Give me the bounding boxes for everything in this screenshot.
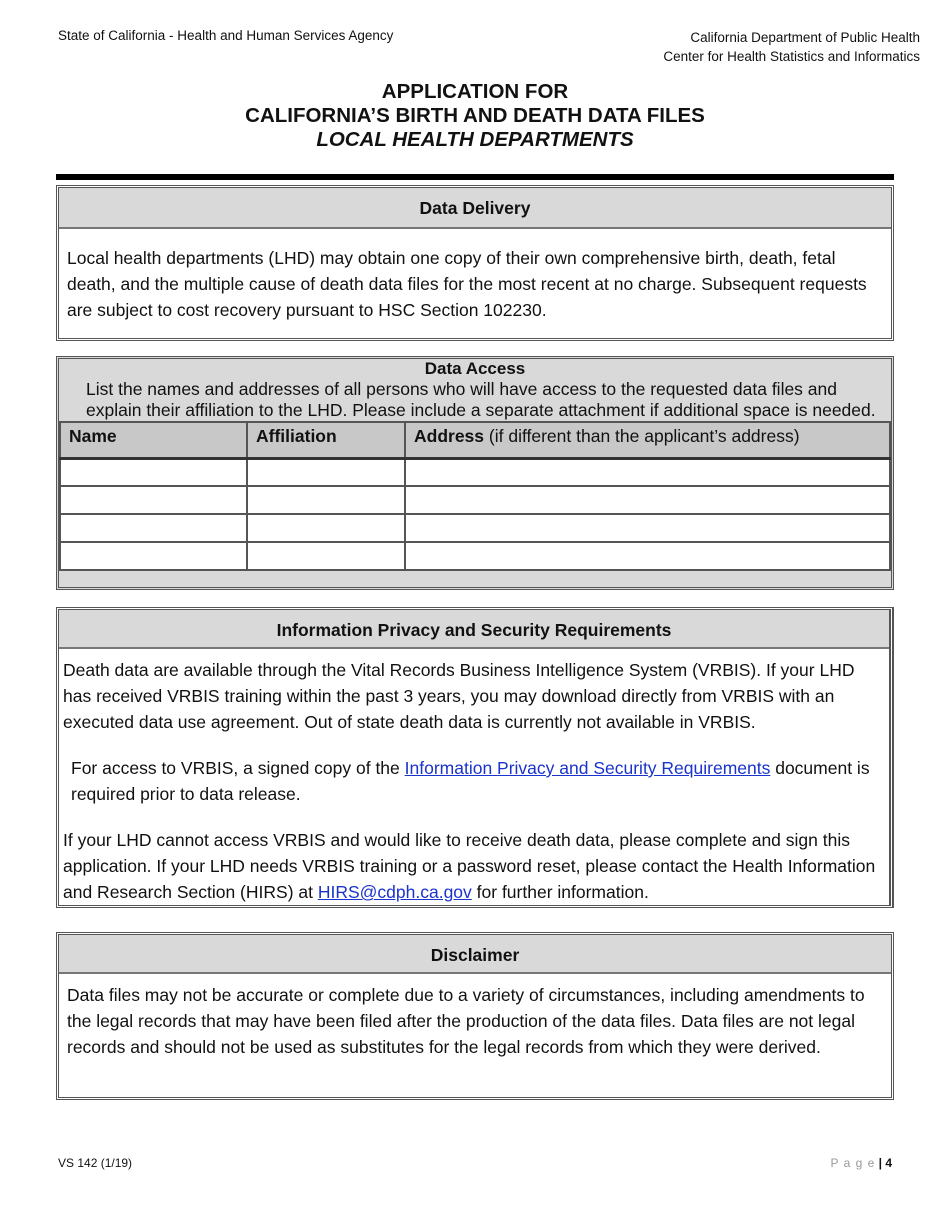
title-line-2: CALIFORNIA’S BIRTH AND DEATH DATA FILES — [245, 104, 705, 127]
section-instructions: List the names and addresses of all persons who will have access to the requested data files and explain their affiliation to the LHD. Please include a separate attachment if additional space is needed. — [86, 379, 876, 420]
hirs-email-link[interactable]: HIRS@cdph.ca.gov — [317, 882, 472, 902]
data-delivery-section — [56, 185, 894, 341]
table-row — [60, 486, 890, 514]
address-cell[interactable] — [405, 486, 890, 514]
name-cell[interactable] — [60, 458, 247, 486]
section-body: Local health departments (LHD) may obtain one copy of their own comprehensive birth, death, fetal death, and the multiple cause of death data files for the most recent at no charge. Subsequent requests are subject to cost recovery pursuant to HSC Section 102230. — [67, 248, 867, 320]
document-title — [0, 80, 950, 152]
page-number: P a g e | 4 — [830, 1156, 892, 1170]
department-header — [663, 28, 920, 66]
title-line-1: APPLICATION FOR — [381, 80, 569, 103]
affiliation-cell[interactable] — [247, 486, 405, 514]
col-address: Address (if different than the applicant’s address) — [405, 422, 890, 458]
affiliation-cell[interactable] — [247, 514, 405, 542]
access-table — [59, 421, 891, 571]
section-body — [59, 649, 889, 905]
department-name: California Department of Public Health — [690, 30, 920, 45]
section-heading: Data Delivery — [59, 188, 891, 229]
form-number: VS 142 (1/19) — [58, 1156, 133, 1170]
section-heading: Data Access — [424, 359, 526, 378]
privacy-requirements-link[interactable]: Information Privacy and Security Requirements — [404, 758, 771, 778]
table-row — [60, 542, 890, 570]
table-row — [60, 514, 890, 542]
affiliation-cell[interactable] — [247, 458, 405, 486]
section-body: Data files may not be accurate or complete due to a variety of circumstances, including amendments to the legal records that may have been filed after the production of the data files. Data files are not legal records and should not be used as substitutes for the legal records from which they were derived. — [67, 985, 865, 1057]
name-cell[interactable] — [60, 514, 247, 542]
privacy-paragraph-1: Death data are available through the Vital Records Business Intelligence System (VRBIS). If your LHD has received VRBIS training within the past 3 years, you may download directly from VRBIS with an executed data use agreement. Out of state death data is currently not available in VRBIS. — [63, 660, 855, 732]
data-access-section — [56, 356, 894, 590]
col-name: Name — [60, 422, 247, 458]
name-cell[interactable] — [60, 486, 247, 514]
address-cell[interactable] — [405, 514, 890, 542]
affiliation-cell[interactable] — [247, 542, 405, 570]
table-row — [60, 458, 890, 486]
agency-header: State of California - Health and Human Services Agency — [58, 28, 394, 43]
privacy-section — [56, 607, 894, 908]
privacy-paragraph-2: For access to VRBIS, a signed copy of the Information Privacy and Security Requirements document is required prior to data release. — [71, 758, 870, 804]
table-header-row — [60, 422, 890, 458]
title-line-3: LOCAL HEALTH DEPARTMENTS — [316, 128, 634, 151]
center-name: Center for Health Statistics and Informatics — [663, 49, 920, 64]
name-cell[interactable] — [60, 542, 247, 570]
address-cell[interactable] — [405, 458, 890, 486]
privacy-paragraph-3: If your LHD cannot access VRBIS and would like to receive death data, please complete and sign this application. If your LHD needs VRBIS training or a password reset, please contact the Health Information and Research Section (HIRS) at HIRS@cdph.ca.gov for further information. — [63, 830, 876, 902]
col-affiliation: Affiliation — [247, 422, 405, 458]
section-heading: Disclaimer — [59, 935, 891, 974]
section-heading: Information Privacy and Security Requirements — [59, 610, 889, 649]
disclaimer-section — [56, 932, 894, 1100]
address-cell[interactable] — [405, 542, 890, 570]
divider — [56, 174, 894, 180]
